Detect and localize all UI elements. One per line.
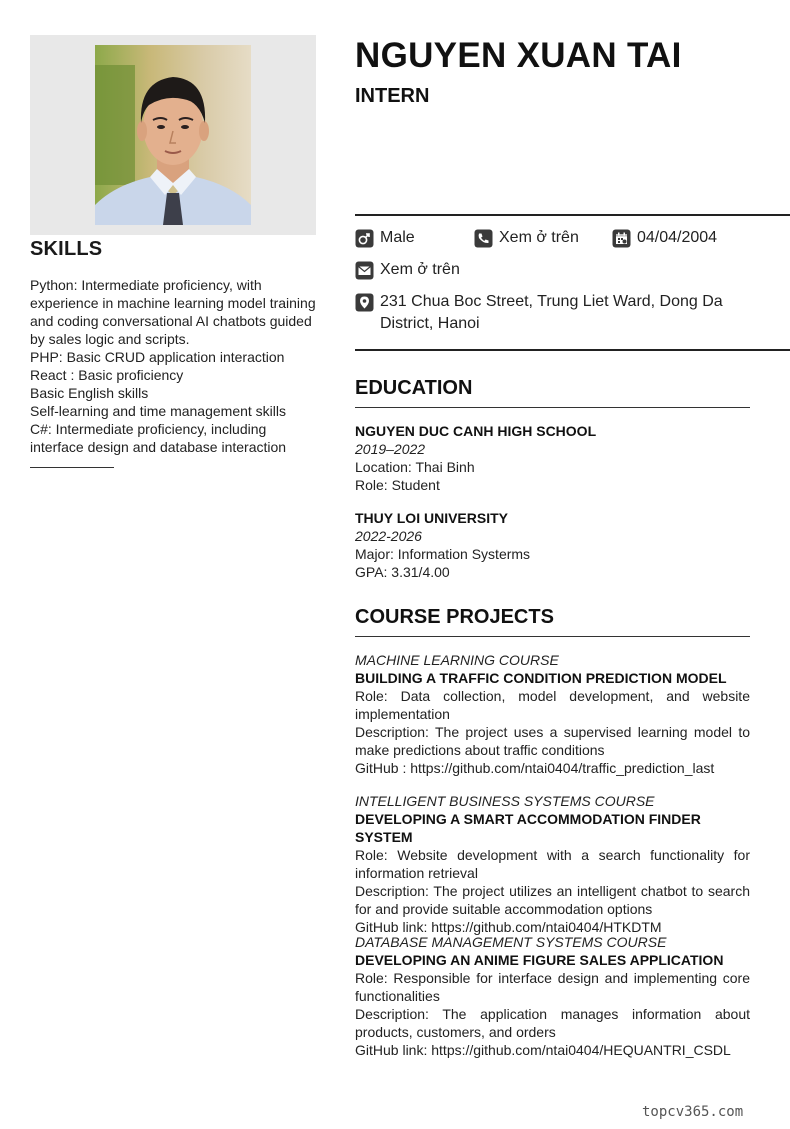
skill-item: Basic English skills [30,385,149,401]
projects-divider [355,636,750,637]
project-entry [355,792,750,936]
school-name: NGUYEN DUC CANH HIGH SCHOOL [355,423,597,439]
email-value: Xem ở trên [380,261,460,278]
email-info [355,259,460,281]
project-role: Role: Website development with a search functionality for information retrieval [355,847,750,881]
candidate-title: INTERN [355,85,430,107]
school-years: 2022-2026 [355,528,422,544]
envelope-icon [355,261,374,280]
phone-icon [474,229,493,248]
project-entry [355,651,750,777]
education-heading: EDUCATION [355,377,473,399]
skills-heading: SKILLS [30,238,103,260]
school-detail: Role: Student [355,477,440,493]
skills-list [30,276,322,456]
education-divider [355,407,750,408]
phone-info [474,227,579,249]
project-course: INTELLIGENT BUSINESS SYSTEMS COURSE [355,793,655,809]
candidate-name: NGUYEN XUAN TAI [355,36,682,75]
school-detail: GPA: 3.31/4.00 [355,564,450,580]
contact-top-divider [355,214,790,216]
profile-photo [95,45,251,225]
project-description: Description: The project uses a supervised learning model to make predictions about traffic conditions [355,724,750,758]
address-value: 231 Chua Boc Street, Trung Liet Ward, Dong Da District, Hanoi [380,293,723,332]
school-detail: Location: Thai Binh [355,459,475,475]
project-github-link[interactable]: GitHub link: https://github.com/ntai0404/HTKDTM [355,919,662,935]
education-entry [355,422,750,494]
project-name: BUILDING A TRAFFIC CONDITION PREDICTION MODEL [355,670,727,686]
gender-icon [355,229,374,248]
project-role: Role: Data collection, model development, and website implementation [355,688,750,722]
education-entry [355,509,750,581]
skill-item: PHP: Basic CRUD application interaction [30,349,285,365]
project-description: Description: The application manages information about products, customers, and orders [355,1006,750,1040]
skill-item: Python: Intermediate proficiency, with experience in machine learning model training and coding conversational AI chatbots guided by sales logic and scripts. [30,277,316,347]
project-description: Description: The project utilizes an intelligent chatbot to search for and provide suitable accommodation options [355,883,750,917]
location-pin-icon [355,293,374,312]
school-name: THUY LOI UNIVERSITY [355,510,508,526]
gender-value: Male [380,229,415,246]
photo-frame [30,35,316,235]
contact-bottom-divider [355,349,790,351]
gender-info [355,227,415,249]
project-name: DEVELOPING A SMART ACCOMMODATION FINDER SYSTEM [355,811,701,845]
address-info [355,291,755,335]
skill-item: Self-learning and time management skills [30,403,287,419]
projects-heading: COURSE PROJECTS [355,606,554,628]
skill-item: React : Basic proficiency [30,367,184,383]
project-course: DATABASE MANAGEMENT SYSTEMS COURSE [355,934,667,950]
project-course: MACHINE LEARNING COURSE [355,652,559,668]
skills-divider [30,467,114,468]
project-role: Role: Responsible for interface design and implementing core functionalities [355,970,750,1004]
skill-item: C#: Intermediate proficiency, including interface design and database interaction [30,421,287,455]
school-detail: Major: Information Systerms [355,546,531,562]
school-years: 2019–2022 [355,441,426,457]
calendar-icon [612,229,631,248]
birthday-info [612,227,717,249]
project-entry [355,933,750,1059]
watermark-text: topcv365.com [642,1104,744,1120]
project-name: DEVELOPING AN ANIME FIGURE SALES APPLICATION [355,952,724,968]
phone-value: Xem ở trên [499,229,579,246]
project-github-link[interactable]: GitHub link: https://github.com/ntai0404/HEQUANTRI_CSDL [355,1042,731,1058]
birthday-value: 04/04/2004 [637,229,718,246]
project-github-link[interactable]: GitHub : https://github.com/ntai0404/traffic_prediction_last [355,760,715,776]
